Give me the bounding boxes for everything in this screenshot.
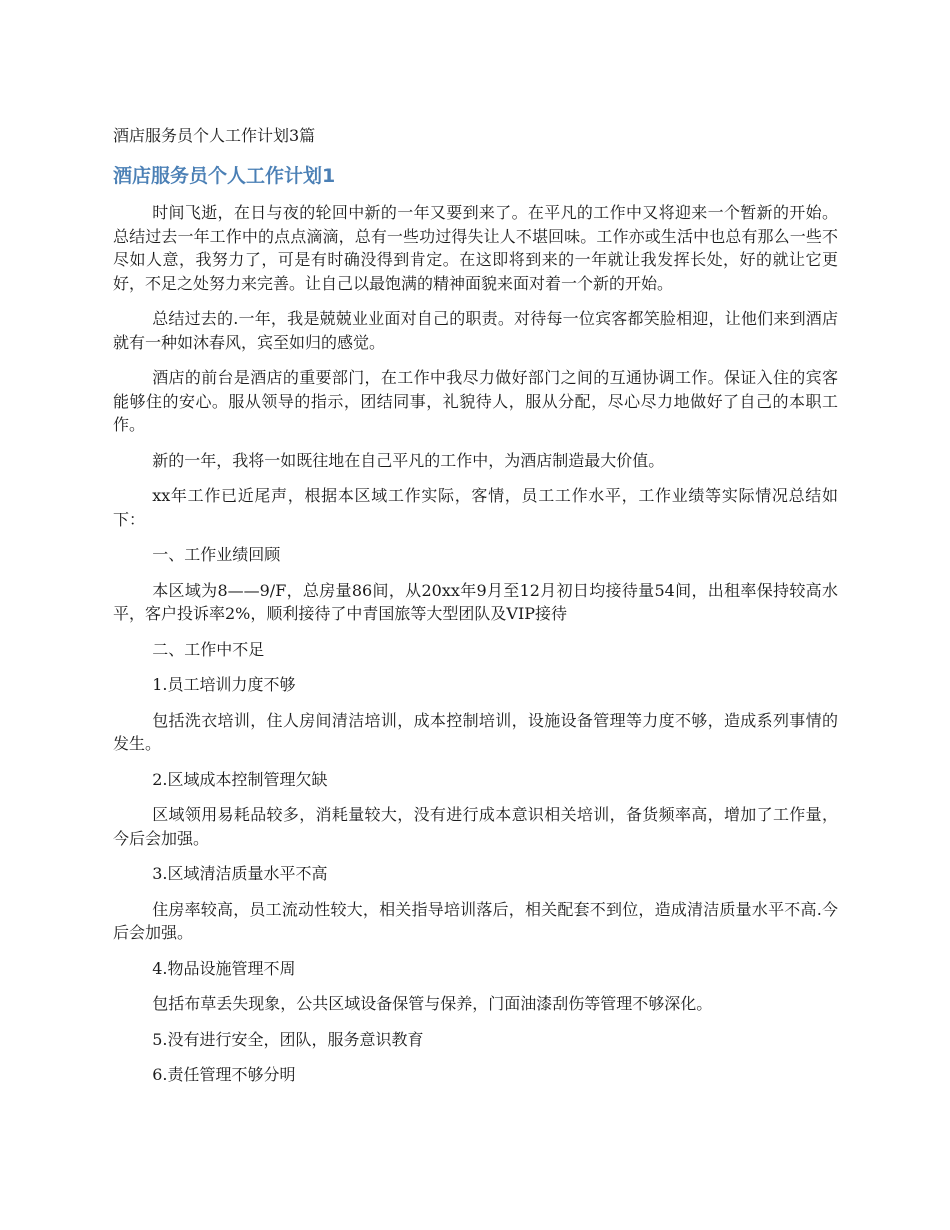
paragraph: 包括洗衣培训，住人房间清洁培训，成本控制培训，设施设备管理等力度不够，造成系列事情的发生。 (113, 710, 838, 753)
section-heading: 酒店服务员个人工作计划1 (113, 165, 336, 187)
paragraph: 包括布草丢失现象，公共区域设备保管与保养，门面油漆刮伤等管理不够深化。 (152, 994, 713, 1013)
paragraph: 酒店的前台是酒店的重要部门，在工作中我尽力做好部门之间的互通协调工作。保证入住的宾客能够住的安心。服从领导的指示，团结同事，礼貌待人，服从分配，尽心尽力地做好了自己的本职工作。 (113, 368, 838, 434)
subheading: 一、工作业绩回顾 (152, 545, 281, 564)
paragraph: 新的一年，我将一如既往地在自己平凡的工作中，为酒店制造最大价值。 (152, 450, 665, 470)
paragraph: xx年工作已近尾声，根据本区域工作实际，客情，员工工作水平，工作业绩等实际情况总结如下： (113, 486, 838, 529)
paragraph: 时间飞逝，在日与夜的轮回中新的一年又要到来了。在平凡的工作中又将迎来一个暂新的开始。总结过去一年工作中的点点滴滴，总有一些功过得失让人不堪回味。工作亦或生活中也总有那么一些不尽如人意，我努力了，可是有时确没得到肯定。在这即将到来的一年就让我发挥长处，好的就让它更好，不足之处努力来完善。让自己以最饱满的精神面貌来面对着一个新的开始。 (113, 203, 838, 293)
subheading: 二、工作中不足 (152, 639, 265, 659)
list-item-heading: 2.区域成本控制管理欠缺 (152, 769, 328, 789)
paragraph: 区域领用易耗品较多，消耗量较大，没有进行成本意识相关培训，备货频率高，增加了工作量，今后会加强。 (113, 805, 838, 848)
list-item-heading: 5.没有进行安全，团队，服务意识教育 (152, 1029, 424, 1049)
list-item-heading: 4.物品设施管理不周 (152, 958, 296, 978)
document-title: 酒店服务员个人工作计划3篇 (113, 126, 316, 145)
list-item-heading: 6.责任管理不够分明 (152, 1065, 296, 1084)
paragraph: 总结过去的.一年，我是兢兢业业面对自己的职责。对待每一位宾客都笑脸相迎，让他们来到酒店就有一种如沐春风，宾至如归的感觉。 (113, 309, 838, 352)
document-body (113, 201, 838, 1099)
paragraph: 住房率较高，员工流动性较大，相关指导培训落后，相关配套不到位，造成清洁质量水平不高.今后会加强。 (113, 899, 838, 942)
list-item-heading: 1.员工培训力度不够 (152, 675, 296, 694)
paragraph: 本区域为8——9/F，总房量86间，从20xx年9月至12月初日均接待量54间，出租率保持较高水平，客户投诉率2%，顺利接待了中青国旅等大型团队及VIP接待 (113, 580, 838, 623)
list-item-heading: 3.区域清洁质量水平不高 (152, 864, 328, 883)
